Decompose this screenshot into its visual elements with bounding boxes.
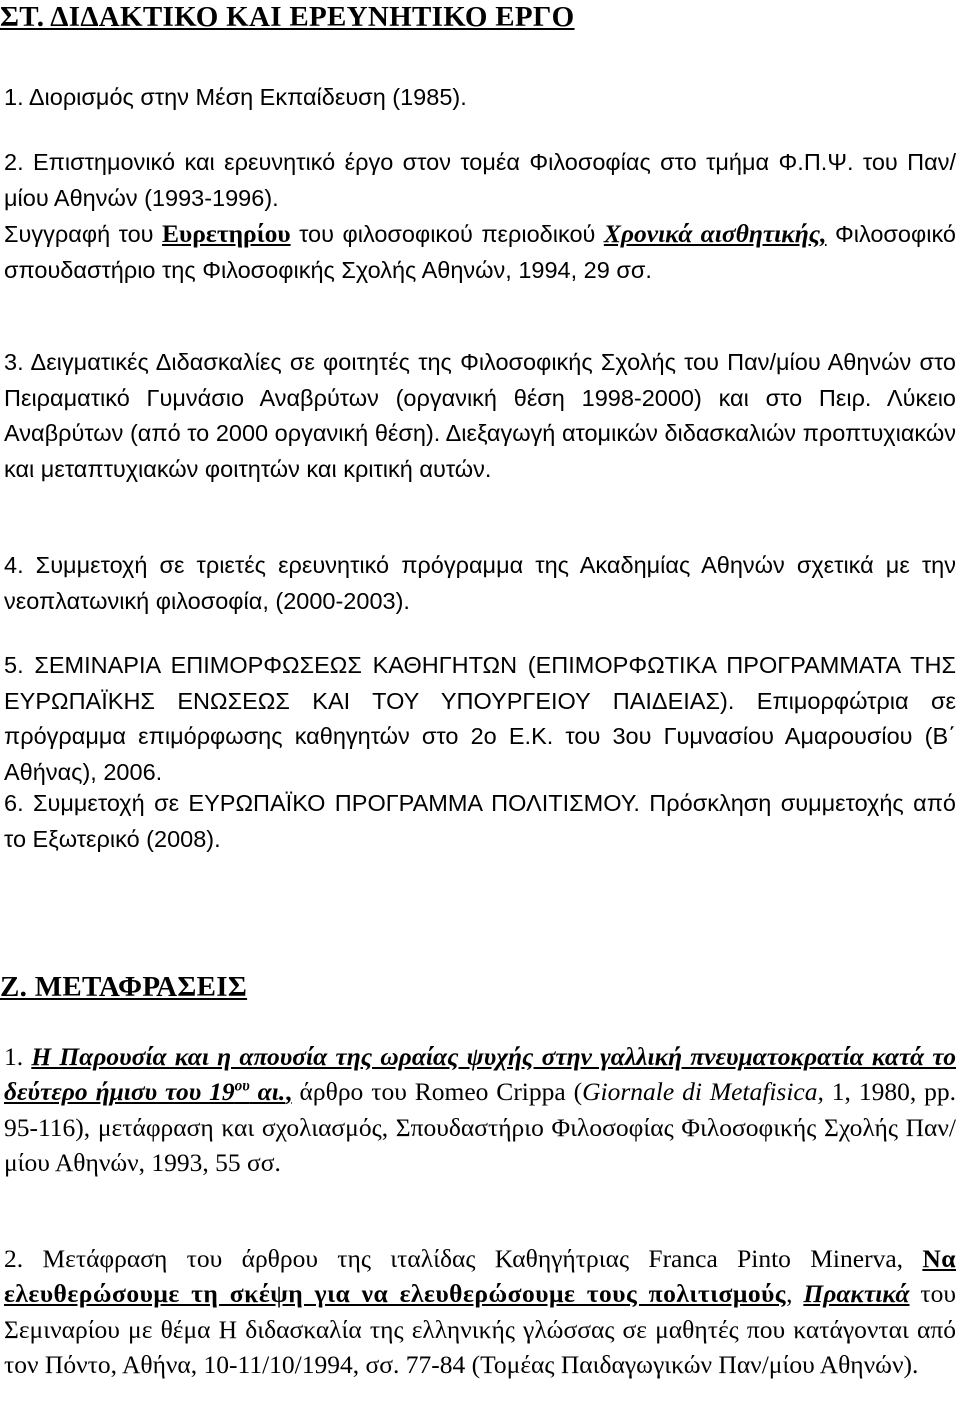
- proceedings-title: Πρακτικά: [803, 1279, 910, 1309]
- item-european-program: 6. Συμμετοχή σε ΕΥΡΩΠΑΪΚΟ ΠΡΟΓΡΑΜΜΑ ΠΟΛΙΤΙΣΜΟΥ. Πρόσκληση συμμετοχής από το Εξωτερικό (2008).: [4, 790, 956, 852]
- text-span: άρθρο του Romeo Crippa (: [291, 1077, 583, 1107]
- item-appointment: 1. Διορισμός στην Μέση Εκπαίδευση (1985).: [4, 84, 467, 110]
- superscript: ου: [234, 1077, 250, 1095]
- section-heading-teaching-research: ΣΤ. ΔΙΔΑΚΤΙΚΟ ΚΑΙ ΕΡΕΥΝΗΤΙΚΟ ΕΡΓΟ: [0, 1, 575, 33]
- text-span: του Σεμιναρίου με θέμα Η διδασκαλία της ελληνικής γλώσσας σε μαθητές που κατάγονται από τον Πόντο, Αθήνα, 10-11/10/1994, σσ. 77-84 (Τομέας Παιδαγωγικών Παν/μίου Αθηνών).: [4, 1279, 957, 1379]
- translation-item-1: [4, 1039, 956, 1180]
- text-span: ,: [285, 1077, 292, 1107]
- item-research-work: [4, 145, 956, 288]
- text-span: 2. Μετάφραση του άρθρου της ιταλίδας Καθηγήτριας Franca Pinto Minerva,: [4, 1244, 923, 1273]
- item-research-work-text: 2. Επιστημονικό και ερευνητικό έργο στον τομέα Φιλοσοφίας στο τμήμα Φ.Π.Ψ. του Παν/μίου Αθηνών (1993-1996).: [4, 149, 956, 211]
- text-span: 1.: [4, 1042, 32, 1071]
- text-span: του φιλοσοφικού περιοδικού: [290, 221, 604, 248]
- translation-item-2: [4, 1241, 956, 1382]
- item-academy-program: 4. Συμμετοχή σε τριετές ερευνητικό πρόγραμμα της Ακαδημίας Αθηνών σχετικά με την νεοπλατωνική φιλοσοφία, (2000-2003).: [4, 552, 956, 614]
- item-index-authoring: [4, 216, 956, 288]
- text-span: αι.: [249, 1077, 286, 1107]
- journal-name: Giornale di Metafisica,: [582, 1077, 824, 1107]
- text-span: Η Παρουσία και η απουσία της ωραίας ψυχής στην γαλλική πνευματοκρατία κατά το δεύτερο ήμισυ του 19: [4, 1042, 956, 1107]
- text-span: Συγγραφή του: [4, 221, 163, 248]
- text-span: ,: [786, 1279, 804, 1309]
- text-span: Φιλοσοφικό σπουδαστήριο της Φιλοσοφικής Σχολής Αθηνών, 1994, 29 σσ.: [4, 221, 956, 283]
- section-heading-translations: Ζ. ΜΕΤΑΦΡΑΣΕΙΣ: [0, 971, 248, 1003]
- item-demo-teaching: 3. Δειγματικές Διδασκαλίες σε φοιτητές της Φιλοσοφικής Σχολής του Παν/μίου Αθηνών στο Πειραματικό Γυμνάσιο Αναβρύτων (οργανική θέση 1998-2000) και στο Πειρ. Λύκειο Αναβρύτων (από το 2000 οργανική θέση). Διεξαγωγή ατομικών διδασκαλιών προπτυχιακών και μεταπτυχιακών φοιτητών και κριτική αυτών.: [4, 349, 956, 482]
- index-title: Ευρετηρίου: [162, 219, 291, 249]
- text-span: 1, 1980, pp. 95-116), μετάφραση και σχολιασμός, Σπουδαστήριο Φιλοσοφίας Φιλοσοφικής Σχολής Παν/μίου Αθηνών, 1993, 55 σσ.: [4, 1077, 956, 1177]
- journal-title: Χρονικά αισθητικής,: [603, 219, 827, 249]
- item-seminars: 5. ΣΕΜΙΝΑΡΙΑ ΕΠΙΜΟΡΦΩΣΕΩΣ ΚΑΘΗΓΗΤΩΝ (ΕΠΙΜΟΡΦΩΤΙΚΑ ΠΡΟΓΡΑΜΜΑΤΑ ΤΗΣ ΕΥΡΩΠΑΪΚΗΣ ΕΝΩΣΕΩΣ ΚΑΙ ΤΟΥ ΥΠΟΥΡΓΕΙΟΥ ΠΑΙΔΕΙΑΣ). Επιμορφώτρια σε πρόγραμμα επιμόρφωσης καθηγητών στο 2ο Ε.Κ. του 3ου Γυμνασίου Αμαρουσίου (Β΄ Αθήνας), 2006.: [4, 652, 956, 785]
- translation-2-title: Να ελευθερώσουμε τη σκέψη για να ελευθερώσουμε τους πολιτισμούς: [4, 1244, 956, 1309]
